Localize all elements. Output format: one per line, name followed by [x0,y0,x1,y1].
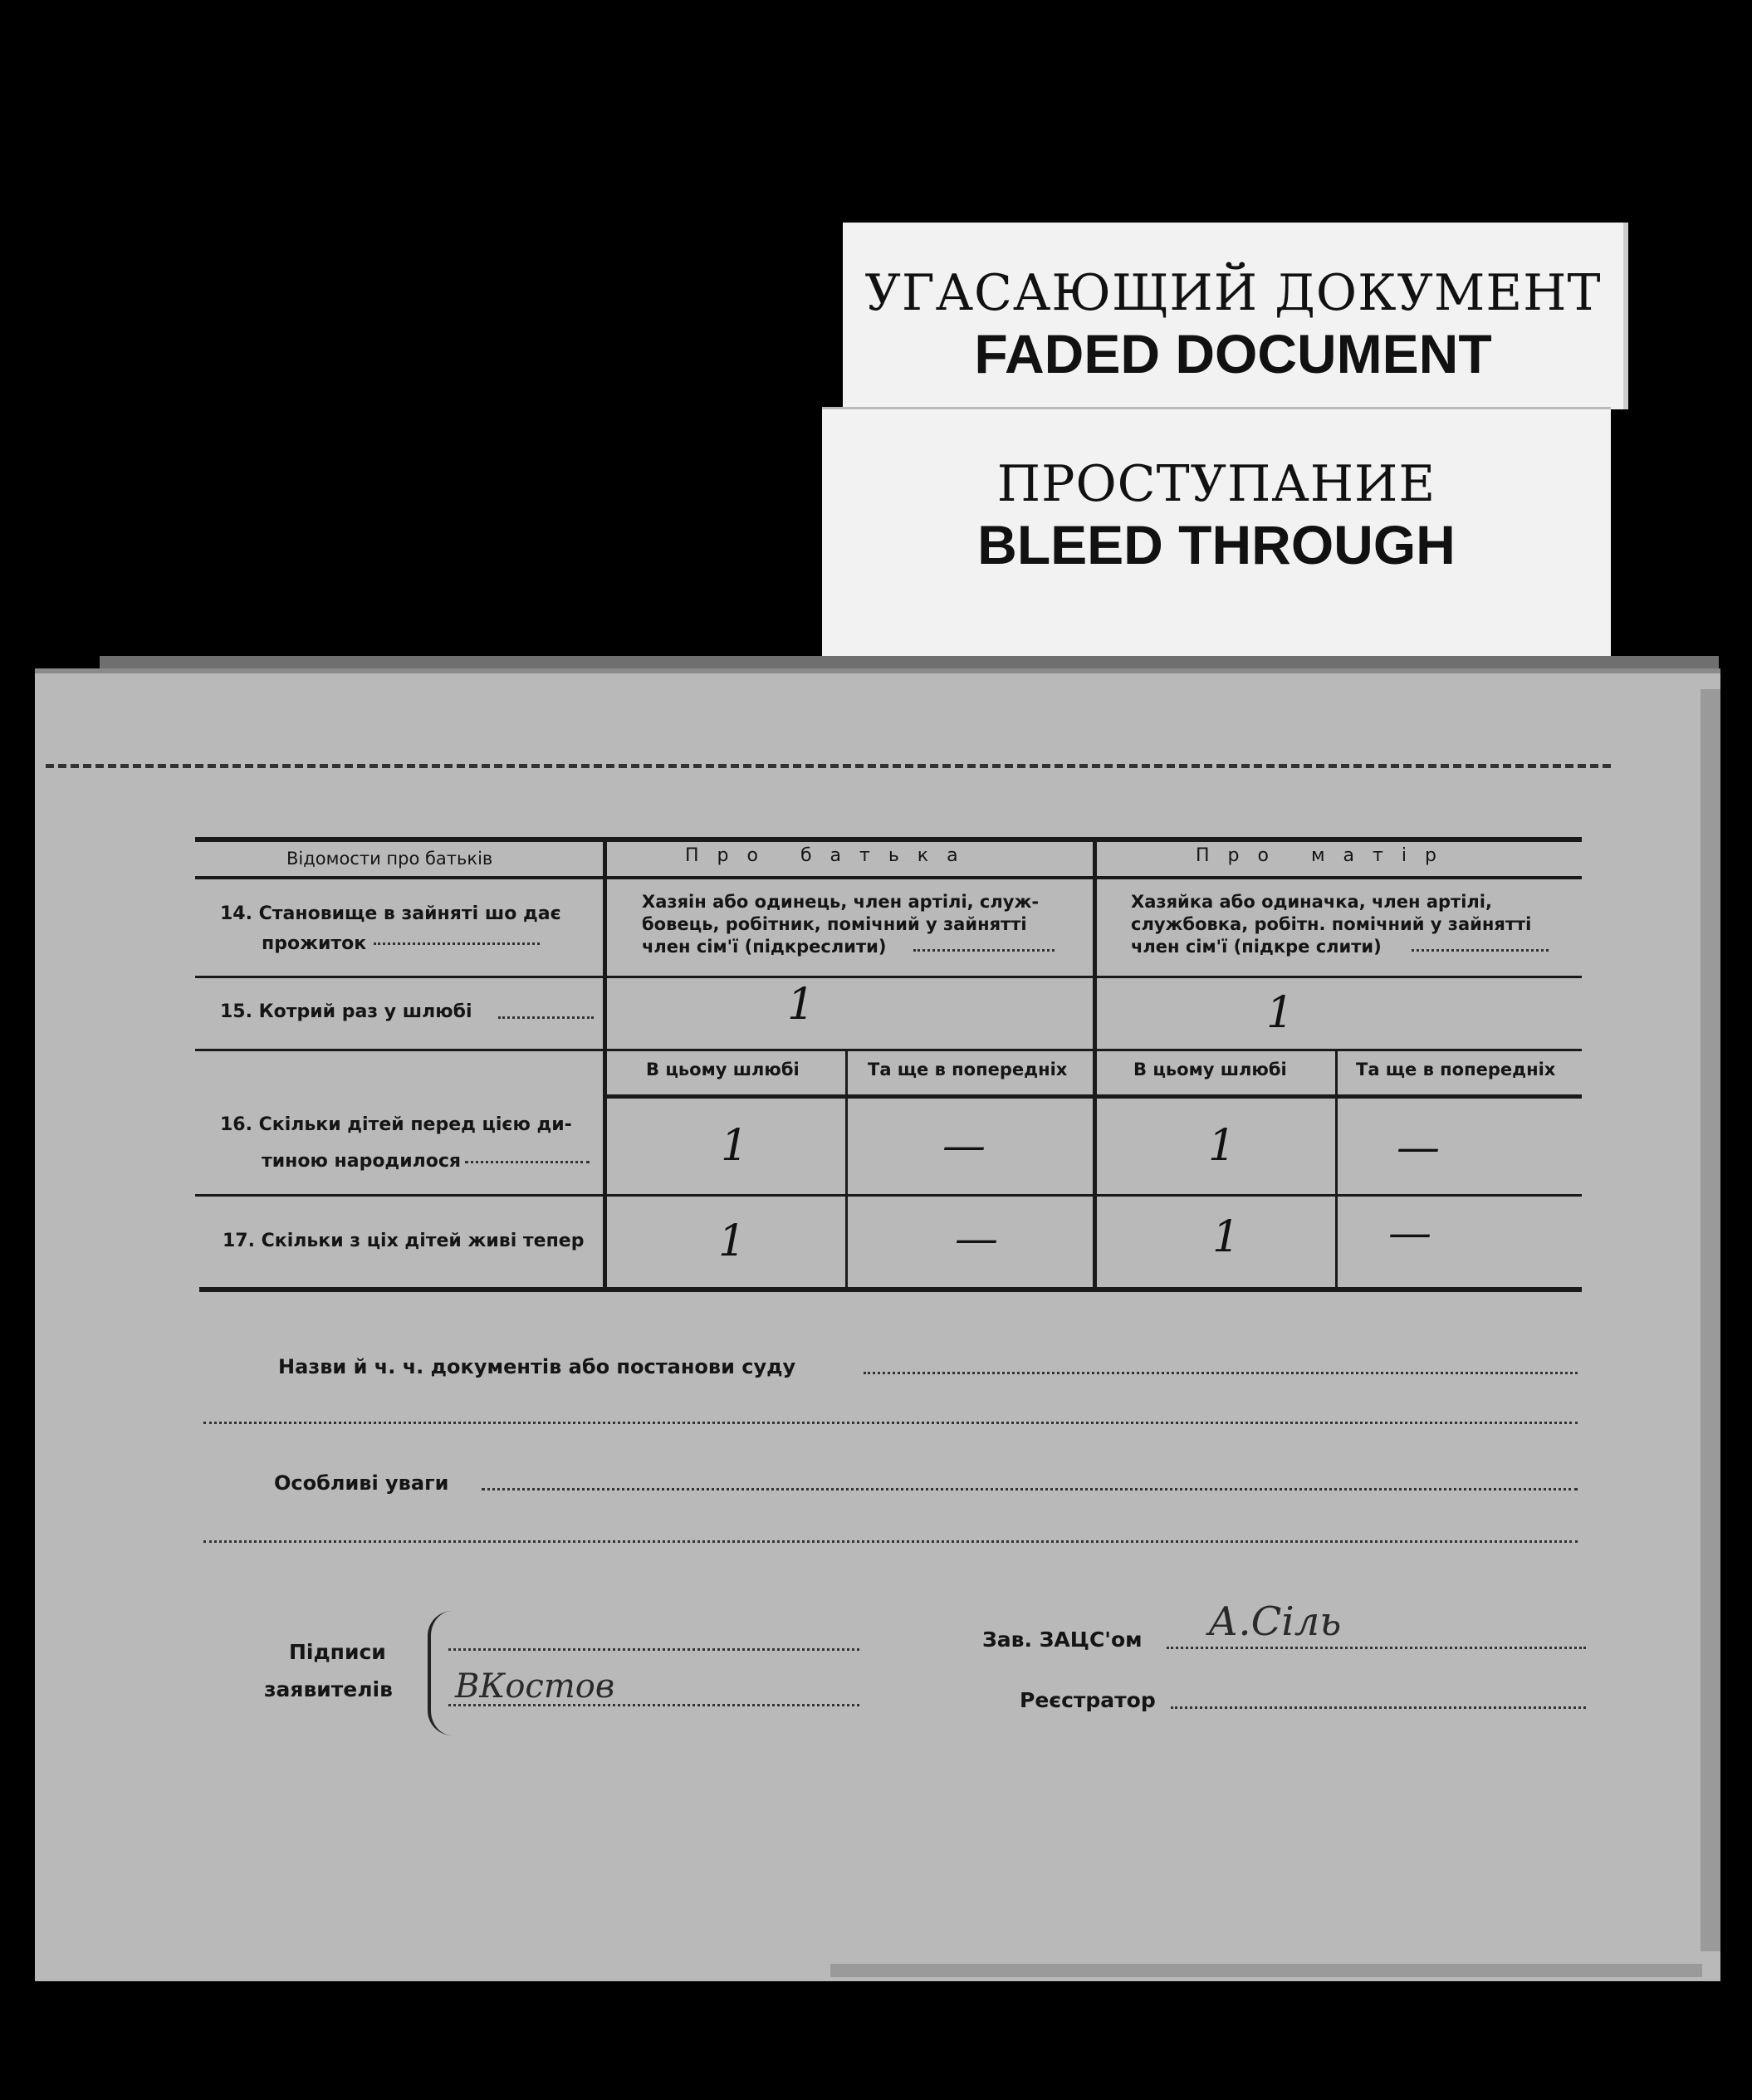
row14-father-line3: член сім'ї (підкреслити) [642,937,887,957]
row15-label: 15. Котрий раз у шлюбі [220,1001,472,1022]
head-signature: А.Сіль [1208,1598,1342,1645]
row14-label-line2: прожиток [262,933,367,954]
row14-mother-line2: службовка, робітн. помічний у зайнятті [1131,914,1532,934]
remarks-line-2 [203,1540,1578,1543]
table-header-rule [195,876,1582,879]
row16-rule [195,1194,1582,1197]
header-mother: Про матір [1196,845,1455,866]
row14-mother-line3: член сім'ї (підкре слити) [1131,937,1382,957]
table-top-rule [195,837,1582,842]
row15-label-dots [498,1016,594,1019]
faded-label-ru: УГАСАЮЩИЙ ДОКУМЕНТ [864,264,1602,322]
applicant-signature: ВКостов [455,1667,615,1706]
row15-father-value: 1 [787,980,815,1030]
row16-label-dots [465,1161,590,1163]
row15-mother-value: 1 [1266,988,1294,1038]
row17-father-this: 1 [718,1216,746,1266]
col-divider-left [603,839,607,1289]
registrar-label: Реєстратор [1020,1688,1156,1712]
header-father: Про батька [685,845,976,866]
subheader-father-this: В цьому шлюбі [646,1060,800,1079]
row14-rule [195,976,1582,978]
table-bottom-rule [199,1287,1582,1292]
applicants-signatures-label-2: заявителів [264,1677,393,1701]
row17-father-previous: — [955,1214,998,1264]
row17-mother-previous: — [1388,1208,1431,1258]
row14-label-dots [374,942,540,945]
remarks-label: Особливі уваги [274,1471,449,1495]
documents-line-1 [864,1372,1578,1374]
subcol-divider-mother [1335,1050,1338,1289]
row16-father-this: 1 [721,1121,749,1171]
row17-label: 17. Скільки з ціх дітей живі тепер [223,1231,585,1251]
row16-label-line2: тиною народилося [262,1151,462,1172]
remarks-line-1 [482,1488,1578,1491]
row16-mother-previous: — [1397,1123,1440,1172]
registrar-signature-line [1171,1706,1586,1709]
row14-mother-line1: Хазяйка або одиначка, член артілі, [1131,892,1492,912]
subheader-mother-this: В цьому шлюбі [1133,1060,1287,1079]
row15-rule [195,1049,1582,1051]
documents-label: Назви й ч. ч. документів або постанови суду [278,1355,796,1378]
subheader-mother-previous: Та ще в попередніх [1356,1060,1556,1079]
row14-label-line1: 14. Становище в зайняті шо дає [220,903,561,924]
applicants-signatures-label-1: Підписи [289,1640,386,1664]
faded-document-label [843,223,1628,409]
faded-label-en: FADED DOCUMENT [974,323,1492,384]
applicant-signature-line-1 [448,1648,859,1651]
row16-father-previous: — [942,1121,986,1171]
row16-mother-this: 1 [1208,1121,1236,1171]
sheet-edge-bottom [830,1964,1702,1977]
documents-line-2 [203,1422,1578,1424]
applicants-brace [428,1611,456,1735]
col-divider-middle [1093,839,1097,1289]
perforation-line [46,764,1611,768]
head-signature-line [1167,1647,1586,1649]
bleed-through-label [822,407,1611,658]
subcol-divider-father [845,1050,848,1289]
row14-father-line1: Хазяін або одинець, член артілі, служ- [642,892,1040,912]
sheet-edge-right [1701,689,1720,1951]
row14-mother-dots [1412,949,1549,952]
head-zags-label: Зав. ЗАЦС'ом [982,1628,1143,1652]
row16-label-line1: 16. Скільки дітей перед цією ди- [220,1114,572,1135]
bleed-label-en: BLEED THROUGH [977,514,1456,575]
header-parents-info: Відомости про батьків [286,849,493,869]
bleed-label-ru: ПРОСТУПАНИЕ [996,455,1436,513]
row14-father-dots [913,949,1055,952]
row14-father-line2: бовець, робітник, помічний у зайнятті [642,914,1027,934]
subheader-father-previous: Та ще в попередніх [868,1060,1068,1079]
row17-mother-this: 1 [1212,1212,1241,1262]
